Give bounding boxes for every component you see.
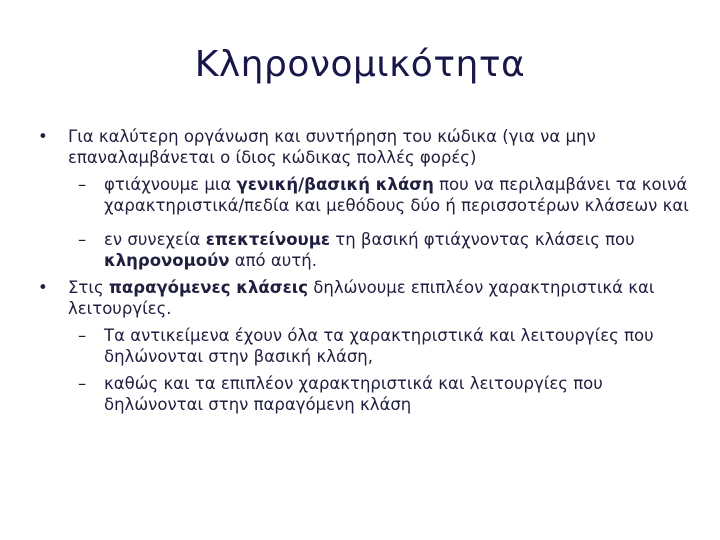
slide-title: Κληρονομικότητα bbox=[194, 44, 526, 85]
bullet-2-sub-2 bbox=[38, 373, 698, 415]
dash-marker: – bbox=[78, 230, 87, 249]
bullet-2 bbox=[38, 277, 698, 319]
sub-2-text-c: από αυτή. bbox=[229, 251, 317, 270]
sub-1-emphasis: γενική/βασική κλάση bbox=[236, 175, 434, 194]
bullet-1 bbox=[38, 126, 698, 168]
dash-marker: – bbox=[78, 175, 87, 194]
sub-2-emphasis-a: επεκτείνουμε bbox=[205, 230, 331, 249]
bullet-1-sub-1 bbox=[38, 174, 698, 216]
dash-marker: – bbox=[78, 326, 87, 345]
bullet-2-text-a: Στις bbox=[68, 278, 109, 297]
sub-2-text-a: εν συνεχεία bbox=[104, 230, 206, 249]
bullet-1-sub-2 bbox=[38, 229, 698, 271]
bullet-2-sub-1 bbox=[38, 325, 698, 367]
bullet-marker: • bbox=[38, 127, 48, 146]
slide-body bbox=[38, 126, 698, 415]
bullet-1-text: Για καλύτερη οργάνωση και συντήρηση του κώδικα (για να μην επαναλαμβάνεται ο ίδιος κώδικας πολλές φορές) bbox=[68, 127, 596, 167]
sub-2-emphasis-b: κληρονομούν bbox=[104, 251, 230, 270]
sub-1-text-a: φτιάχνουμε μια bbox=[104, 175, 237, 194]
bullet-2-text-b: δηλώνουμε επιπλέον χαρακτηριστικά και λειτουργίες. bbox=[68, 278, 655, 318]
dash-marker: – bbox=[78, 374, 87, 393]
bullet-2-emphasis: παραγόμενες κλάσεις bbox=[108, 278, 309, 297]
bullet-marker: • bbox=[38, 278, 48, 297]
sub-1-text-b: που να περιλαμβάνει τα κοινά χαρακτηριστικά/πεδία και μεθόδους δύο ή περισσοτέρων κλάσεων και bbox=[104, 175, 689, 215]
sub-2-text-b: τη βασική φτιάχνοντας κλάσεις που bbox=[330, 230, 635, 249]
bullet-2-sub-2-text: καθώς και τα επιπλέον χαρακτηριστικά και λειτουργίες που δηλώνονται στην παραγόμενη κλάση bbox=[104, 374, 603, 414]
bullet-2-sub-1-text: Τα αντικείμενα έχουν όλα τα χαρακτηριστικά και λειτουργίες που δηλώνονται στην βασική κλάση, bbox=[104, 326, 654, 366]
